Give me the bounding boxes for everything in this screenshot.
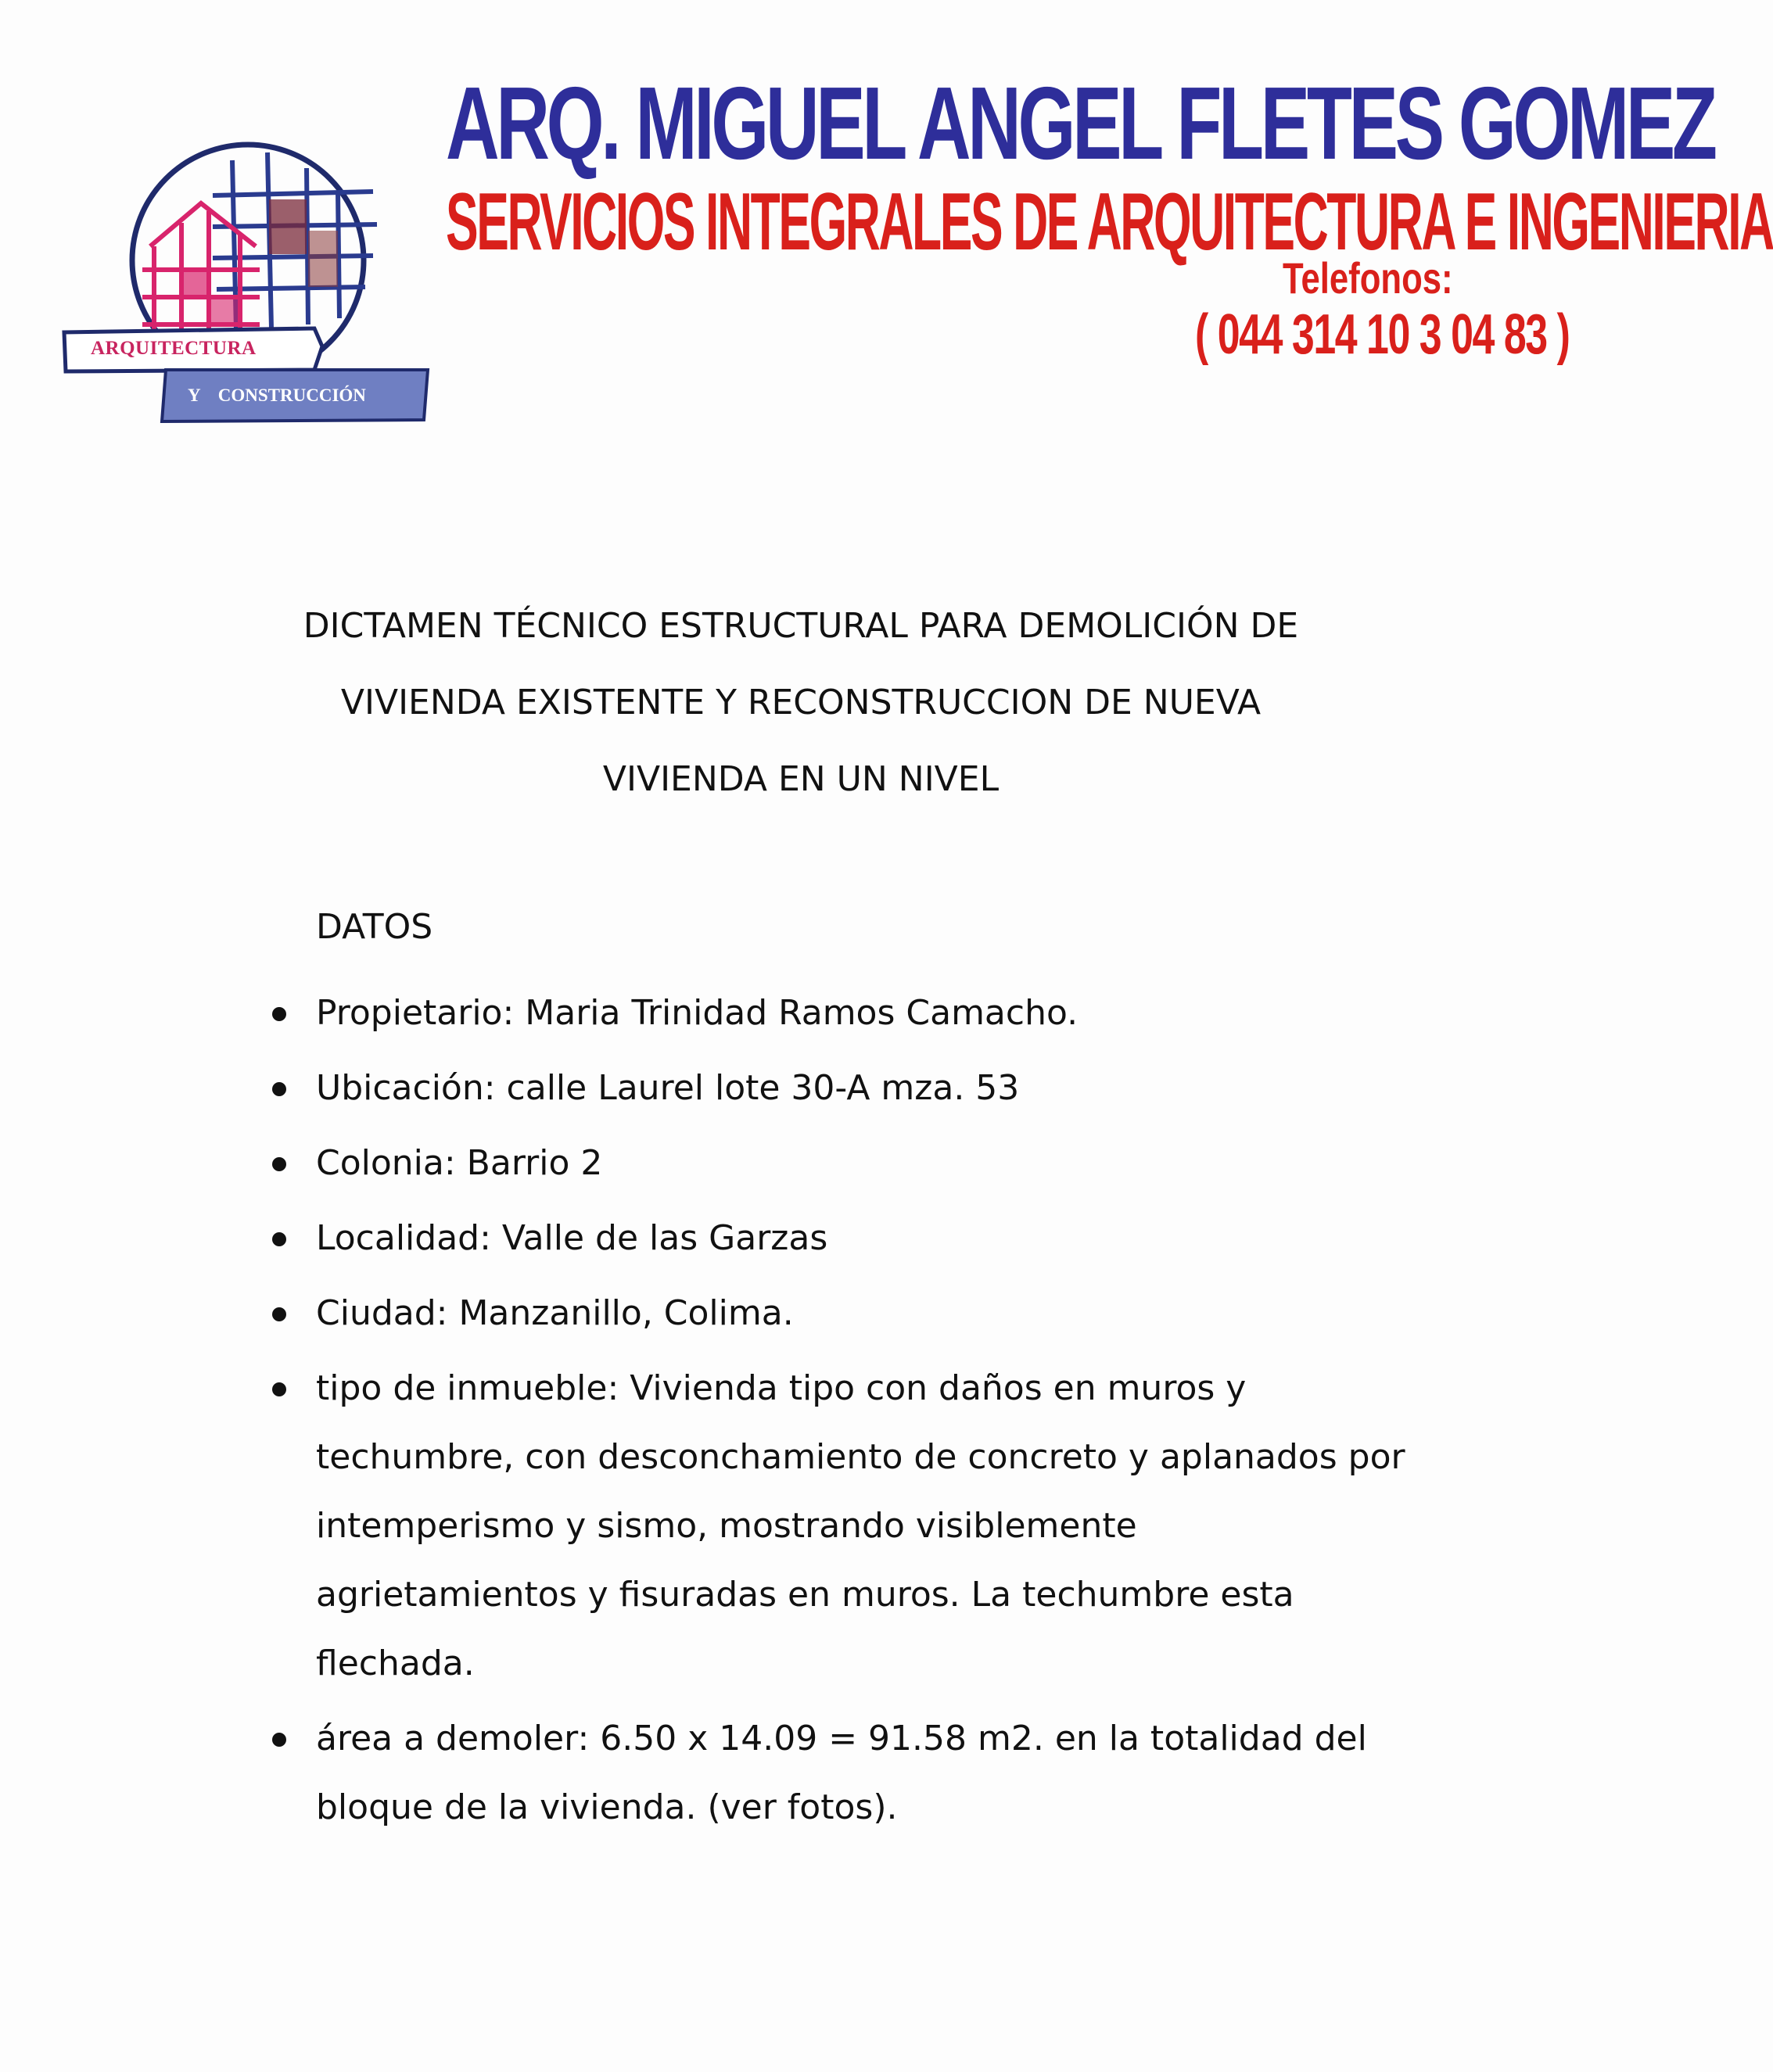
bullet-icon [272,1382,286,1396]
logo-text-construccion: Y CONSTRUCCIÓN [188,385,366,405]
logo-text-arquitectura: ARQUITECTURA [91,338,257,359]
company-logo [56,137,440,434]
title-line: VIVIENDA EXISTENTE Y RECONSTRUCCION DE NUEVA [340,683,1262,722]
section-heading-datos: DATOS [316,907,433,947]
list-item-text: Localidad: Valle de las Garzas [316,1218,828,1258]
list-item [266,1705,1408,1842]
list-item-text: tipo de inmueble: Vivienda tipo con daños en muros y techumbre, con desconchamiento de concreto y aplanados por intemperismo y sismo, mostrando visiblemente agrietamientos y fisuradas en muros. La techumbre esta flechada. [316,1368,1405,1683]
services-tagline: SERVICIOS INTEGRALES DE ARQUITECTURA E INGENIERIA [446,177,1773,267]
list-item [266,979,1408,1048]
phone-label: Telefonos: [1283,253,1453,303]
bullet-icon [272,1307,286,1321]
list-item [266,1054,1408,1123]
list-item [266,1354,1408,1698]
list-item-text: Ubicación: calle Laurel lote 30-A mza. 53 [316,1068,1020,1108]
data-list [266,979,1408,1848]
document-title [156,588,1445,818]
list-item-text: Propietario: Maria Trinidad Ramos Camacho. [316,993,1079,1033]
bullet-icon [272,1232,286,1246]
phone-number: ( 044 314 10 3 04 83 ) [1195,303,1570,366]
bullet-icon [272,1157,286,1171]
list-item [266,1279,1408,1348]
list-item [266,1204,1408,1273]
bullet-icon [272,1007,286,1021]
title-line: VIVIENDA EN UN NIVEL [602,759,1000,799]
list-item-text: área a demoler: 6.50 x 14.09 = 91.58 m2. en la totalidad del bloque de la vivienda. (ver fotos). [316,1719,1367,1827]
list-item [266,1129,1408,1198]
architect-name: ARQ. MIGUEL ANGEL FLETES GOMEZ [446,66,1714,181]
title-line: DICTAMEN TÉCNICO ESTRUCTURAL PARA DEMOLICIÓN DE [303,606,1299,646]
list-item-text: Ciudad: Manzanillo, Colima. [316,1293,794,1333]
bullet-icon [272,1733,286,1747]
list-item-text: Colonia: Barrio 2 [316,1143,603,1183]
bullet-icon [272,1082,286,1096]
